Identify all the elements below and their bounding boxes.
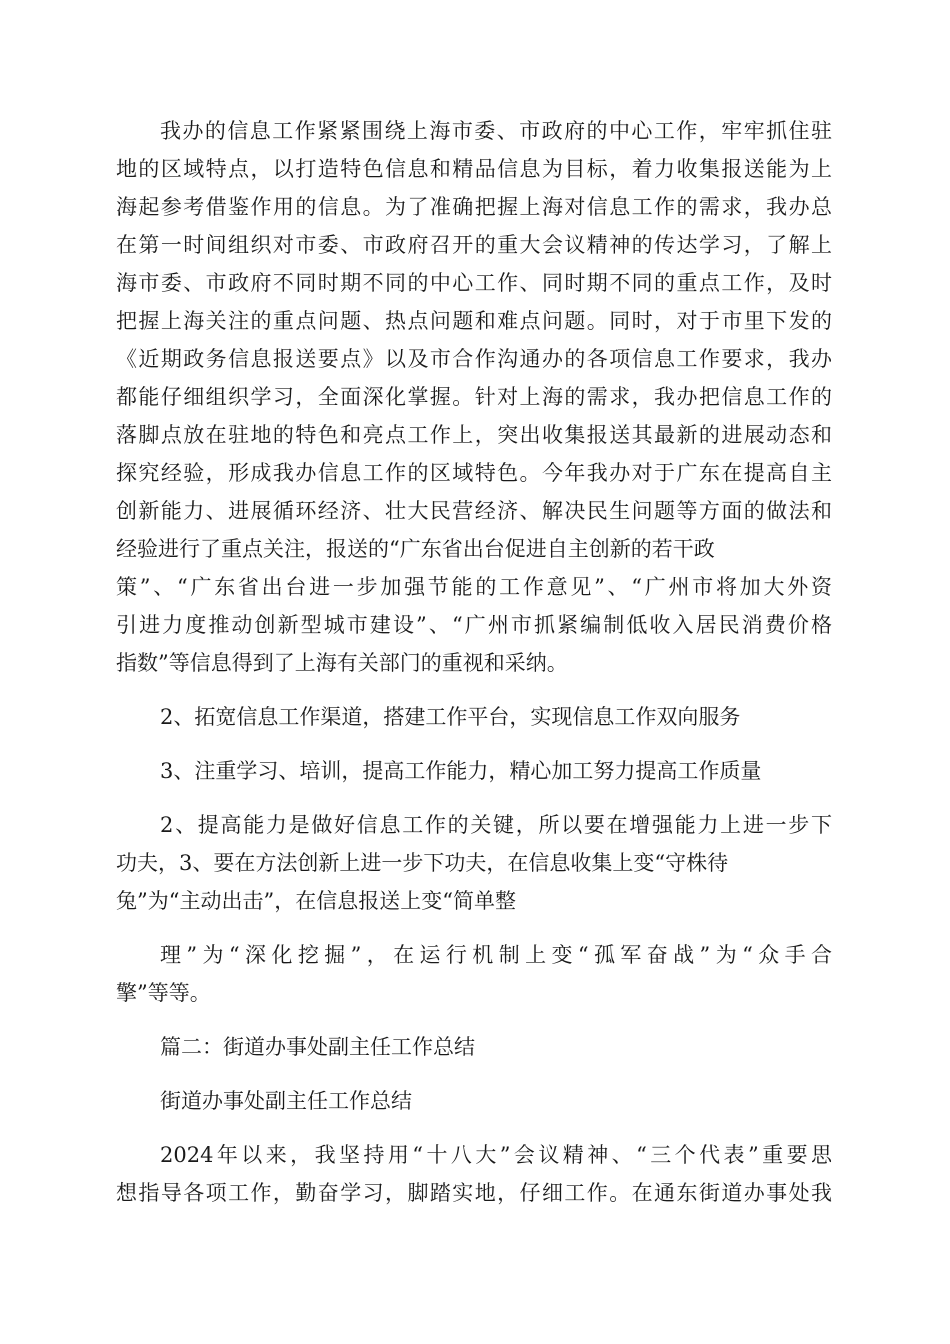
text-line: 2、拓宽信息工作渠道，搭建工作平台，实现信息工作双向服务 bbox=[160, 705, 741, 729]
text-line: 引进力度推动创新型城市建设”、“广州市抓紧编制低收入居民消费价格 bbox=[116, 613, 832, 637]
text-line: 想指导各项工作，勤奋学习，脚踏实地，仔细工作。在通东街道办事处我 bbox=[116, 1181, 832, 1205]
text-line: 经验进行了重点关注，报送的“广东省出台促进自主创新的若干政 bbox=[116, 537, 715, 561]
paragraph bbox=[116, 806, 832, 920]
text-line: 篇二：街道办事处副主任工作总结 bbox=[160, 1035, 475, 1059]
text-line: 理”为“深化挖掘”，在运行机制上变“孤军奋战”为“众手合 bbox=[160, 943, 832, 967]
paragraph-gap bbox=[116, 1120, 832, 1136]
paragraph-gap bbox=[116, 1066, 832, 1082]
text-line: 擎”等等。 bbox=[116, 981, 211, 1005]
text-line: 海起参考借鉴作用的信息。为了准确把握上海对信息工作的需求，我办总 bbox=[116, 195, 832, 219]
text-line: 在第一时间组织对市委、市政府召开的重大会议精神的传达学习，了解上 bbox=[116, 233, 832, 257]
text-line: 落脚点放在驻地的特色和亮点工作上，突出收集报送其最新的进展动态和 bbox=[116, 423, 832, 447]
text-line: 2024年以来，我坚持用“十八大”会议精神、“三个代表”重要思 bbox=[160, 1143, 832, 1167]
text-line: 创新能力、进展循环经济、壮大民营经济、解决民生问题等方面的做法和 bbox=[116, 499, 832, 523]
text-line: 《近期政务信息报送要点》以及市合作沟通办的各项信息工作要求，我办 bbox=[116, 347, 832, 371]
text-line: 指数”等信息得到了上海有关部门的重视和采纳。 bbox=[116, 651, 568, 675]
text-line: 探究经验，形成我办信息工作的区域特色。今年我办对于广东在提高自主 bbox=[116, 461, 832, 485]
text-line: 策”、“广东省出台进一步加强节能的工作意见”、“广州市将加大外资 bbox=[116, 575, 832, 599]
paragraph-gap bbox=[116, 1012, 832, 1028]
document-title bbox=[116, 1082, 832, 1120]
text-line: 我办的信息工作紧紧围绕上海市委、市政府的中心工作，牢牢抓住驻 bbox=[160, 119, 832, 143]
text-line: 都能仔细组织学习，全面深化掌握。针对上海的需求，我办把信息工作的 bbox=[116, 385, 832, 409]
paragraph-gap bbox=[116, 920, 832, 936]
section-heading bbox=[116, 1028, 832, 1066]
text-line: 功夫，3、要在方法创新上进一步下功夫，在信息收集上变“守株待 bbox=[116, 851, 729, 875]
text-line: 2、提高能力是做好信息工作的关键，所以要在增强能力上进一步下 bbox=[160, 813, 832, 837]
document-page bbox=[116, 112, 832, 1212]
text-line: 兔”为“主动出击”，在信息报送上变“简单整 bbox=[116, 889, 516, 913]
paragraph-gap bbox=[116, 736, 832, 752]
paragraph-gap bbox=[116, 790, 832, 806]
text-line: 3、注重学习、培训，提高工作能力，精心加工努力提高工作质量 bbox=[160, 759, 762, 783]
text-line: 把握上海关注的重点问题、热点问题和难点问题。同时，对于市里下发的 bbox=[116, 309, 832, 333]
paragraph bbox=[116, 936, 832, 1012]
paragraph-gap bbox=[116, 682, 832, 698]
text-line: 地的区域特点，以打造特色信息和精品信息为目标，着力收集报送能为上 bbox=[116, 157, 832, 181]
paragraph bbox=[116, 1136, 832, 1212]
paragraph bbox=[116, 752, 832, 790]
paragraph bbox=[116, 698, 832, 736]
text-line: 海市委、市政府不同时期不同的中心工作、同时期不同的重点工作，及时 bbox=[116, 271, 832, 295]
paragraph bbox=[116, 112, 832, 682]
text-line: 街道办事处副主任工作总结 bbox=[160, 1089, 412, 1113]
